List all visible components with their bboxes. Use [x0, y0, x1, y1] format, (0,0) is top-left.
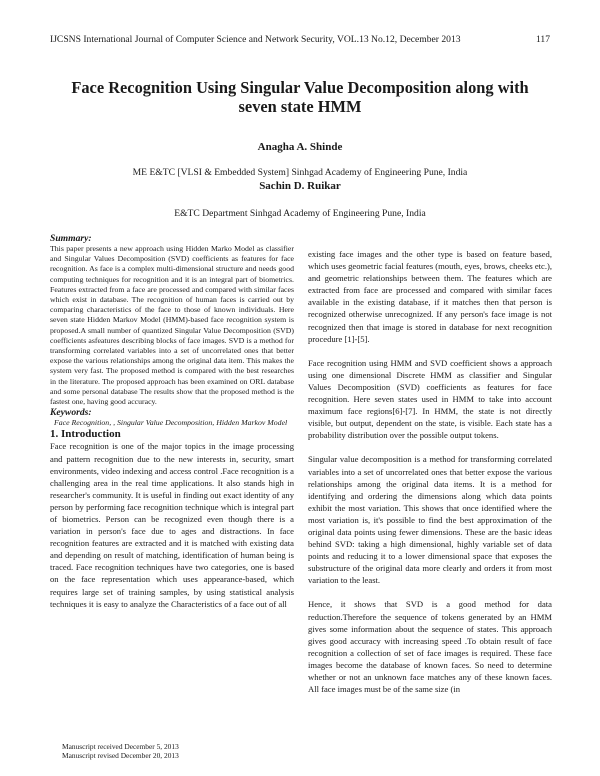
page-number: 117 — [535, 34, 550, 45]
section-heading-introduction: 1. Introduction — [50, 428, 121, 441]
keywords-heading: Keywords: — [50, 407, 92, 419]
body-paragraph: Singular value decomposition is a method for transforming correlated variables into a set of uncorrelated ones that better expose the various relationships among the original data items. It is a method for identifying and ordering the dimensions along which data points exhibit the most variation. This shows that once identified where the most variation is, it's possible to find the best approximation of the original data points using fewer dimensions. These are the basic ideas behind SVD: taking a high dimensional, highly variable set of data points and reducing it to a lower dimensional space that exposes the substructure of the original data more clearly and orders it from most variation to the least. — [308, 454, 552, 586]
right-column — [308, 248, 552, 707]
summary-text: This paper presents a new approach using Hidden Marko Model as classifier and Singular Values Decomposition (SVD) coefficients as features for face recognition. As face is a complex multi-dimensional structure and needs good computing techniques for recognition and it is an integral part of biometrics. Features extracted from a face are processed and compared with similar faces which exist in database. The recognition of human faces is carried out by comparing characteristics of the face to those of known individuals. Here seven state Hidden Markov Model (HMM)-based face recognition system is proposed.A small number of quantized Singular Value Decomposition (SVD) coefficients asfeatures describing blocks of face images. SVD is a method for transforming correlated variables into a set of uncorrelated ones that better expose the various relationships among the original data item. This makes the system very fast. The proposed method is compared with the best researches in the literature. The proposed approach has been examined on ORL database and some personal database The results show that the proposed method is the fastest one, having good accuracy. — [50, 244, 294, 407]
journal-header: IJCSNS International Journal of Computer Science and Network Security, VOL.13 No.12, December 2013 — [50, 34, 461, 45]
intro-paragraph: Face recognition is one of the major topics in the image processing and pattern recognition due to the new interests in, security, smart environments, video indexing and access control .Face recognition is a challenging area in the real time applications. It also stands high in researcher's community. It is useful in finding out exact identity of any person by performing face recognition technique which is integral part of biometrics. Person can be recognized even though there is a variation in person's face due to ages and distractions. In face recognition features are extracted and it is matched with existing data and depending on result of matching, identification of human being is traced. Face recognition techniques have two categories, one is based on the face representation which uses appearance-based, which requires large set of training samples, by using statistical analysis techniques it is easy to analyze the Characteristics of a face out of all — [50, 441, 294, 609]
paper-title: Face Recognition Using Singular Value Decomposition along with seven state HMM — [71, 78, 529, 116]
author-affiliation-2: E&TC Department Sinhgad Academy of Engineering Pune, India — [174, 208, 426, 219]
body-paragraph: Hence, it shows that SVD is a good method for data reduction.Therefore the sequence of tokens generated by an HMM gives some information about the sequence of states. This approach gives good accuracy with increasing speed .To obtain result of face recognition a collection of set of face images is required. These face images become the database of known faces. So need to determine whether or not an unknown face matches any of these known faces. All face images must be of the same size (in — [308, 599, 552, 695]
footnote-revised: Manuscript revised December 20, 2013 — [62, 751, 179, 760]
footnote-received: Manuscript received December 5, 2013 — [62, 742, 179, 751]
body-paragraph: Face recognition using HMM and SVD coefficient shows a approach using one dimensional Discrete HMM as classifier and Singular Values Decomposition (SVD) coefficients as features for face recognition. Here seven states used in HMM to take into account maximum face regions[6]-[7]. In HMM, the state is not directly visible, but output, dependent on the state, is visible. Each state has a probability distribution over the possible output tokens. — [308, 357, 552, 441]
left-column — [50, 233, 294, 610]
keywords-text: Face Recognition, , Singular Value Decomposition, Hidden Markov Model — [54, 418, 288, 428]
author-affiliation-1: ME E&TC [VLSI & Embedded System] Sinhgad Academy of Engineering Pune, India — [132, 167, 468, 178]
summary-heading: Summary: — [50, 233, 92, 244]
author-name-2: Sachin D. Ruikar — [259, 180, 341, 192]
body-paragraph: existing face images and the other type is based on feature based, which uses geometric facial features (mouth, eyes, brows, cheeks etc.), and geometric relationships between them. The features which are extracted from face are processed and compared with similar faces available in the existing database, if it matches then that person is recognized otherwise unrecognized. If any person's face image is not recognized then that image is stored in database for next recognition procedure [1]-[5]. — [308, 249, 552, 344]
author-name-1: Anagha A. Shinde — [257, 141, 343, 153]
